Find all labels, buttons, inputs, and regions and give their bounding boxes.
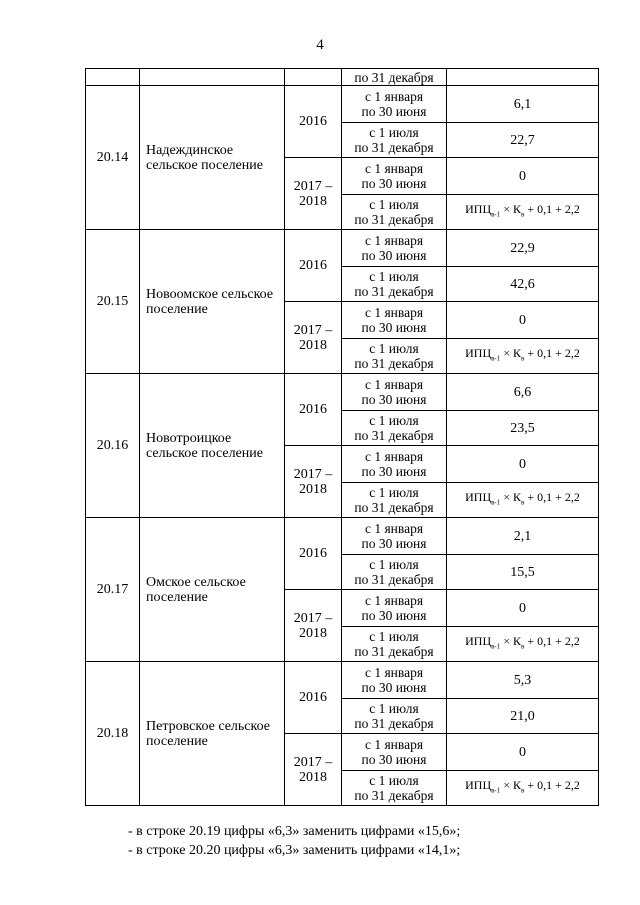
settlement-name: Новотроицкое сельское поселение bbox=[140, 374, 285, 518]
value-cell: 2,1 bbox=[447, 518, 599, 555]
period-cell: с 1 июля по 31 декабря bbox=[342, 339, 447, 374]
year-cell: 2017 – 2018 bbox=[285, 158, 342, 230]
tariff-table-body bbox=[86, 69, 599, 806]
period-cell: с 1 июля по 31 декабря bbox=[342, 411, 447, 446]
formula-cell: $ИПЦ_{в-1} \times К_в + 0,1 + 2,2$ bbox=[447, 483, 599, 518]
period-cell: с 1 июля по 31 декабря bbox=[342, 771, 447, 806]
year-cell: 2016 bbox=[285, 518, 342, 590]
value-cell: 0 bbox=[447, 158, 599, 195]
year-cell: 2016 bbox=[285, 86, 342, 158]
value-cell: 6,6 bbox=[447, 374, 599, 411]
value-cell: 5,3 bbox=[447, 662, 599, 699]
value-cell: 0 bbox=[447, 446, 599, 483]
row-number: 20.14 bbox=[86, 86, 140, 230]
table-row bbox=[86, 662, 599, 699]
empty-cell bbox=[285, 69, 342, 86]
period-cell: с 1 января по 30 июня bbox=[342, 302, 447, 339]
settlement-name: Петровское сельское поселение bbox=[140, 662, 285, 806]
period-cell: с 1 января по 30 июня bbox=[342, 662, 447, 699]
table-row bbox=[86, 86, 599, 123]
period-cell: с 1 января по 30 июня bbox=[342, 158, 447, 195]
period-cell: с 1 января по 30 июня bbox=[342, 230, 447, 267]
period-cell: с 1 января по 30 июня bbox=[342, 518, 447, 555]
table-row bbox=[86, 518, 599, 555]
period-cell: с 1 июля по 31 декабря bbox=[342, 267, 447, 302]
value-cell: 15,5 bbox=[447, 555, 599, 590]
value-cell: 0 bbox=[447, 302, 599, 339]
period-cell: с 1 января по 30 июня bbox=[342, 734, 447, 771]
year-cell: 2017 – 2018 bbox=[285, 446, 342, 518]
period-cell: с 1 января по 30 июня bbox=[342, 446, 447, 483]
settlement-name: Надеждинское сельское поселение bbox=[140, 86, 285, 230]
year-cell: 2016 bbox=[285, 230, 342, 302]
formula-cell: $ИПЦ_{в-1} \times К_в + 0,1 + 2,2$ bbox=[447, 771, 599, 806]
year-cell: 2016 bbox=[285, 374, 342, 446]
amendment-notes bbox=[128, 822, 460, 860]
settlement-name: Омское сельское поселение bbox=[140, 518, 285, 662]
empty-cell bbox=[447, 69, 599, 86]
empty-cell bbox=[86, 69, 140, 86]
row-number: 20.18 bbox=[86, 662, 140, 806]
year-cell: 2017 – 2018 bbox=[285, 590, 342, 662]
row-number: 20.15 bbox=[86, 230, 140, 374]
formula-cell: $ИПЦ_{в-1} \times К_в + 0,1 + 2,2$ bbox=[447, 195, 599, 230]
value-cell: 23,5 bbox=[447, 411, 599, 446]
period-cell: с 1 января по 30 июня bbox=[342, 374, 447, 411]
empty-cell bbox=[140, 69, 285, 86]
value-cell: 22,7 bbox=[447, 123, 599, 158]
period-cell: с 1 января по 30 июня bbox=[342, 86, 447, 123]
settlement-name: Новоомское сельское поселение bbox=[140, 230, 285, 374]
period-cell: с 1 июля по 31 декабря bbox=[342, 123, 447, 158]
period-cell: по 31 декабря bbox=[342, 69, 447, 86]
period-cell: с 1 июля по 31 декабря bbox=[342, 483, 447, 518]
value-cell: 6,1 bbox=[447, 86, 599, 123]
formula-cell: $ИПЦ_{в-1} \times К_в + 0,1 + 2,2$ bbox=[447, 627, 599, 662]
value-cell: 0 bbox=[447, 734, 599, 771]
value-cell: 21,0 bbox=[447, 699, 599, 734]
row-number: 20.16 bbox=[86, 374, 140, 518]
table-row bbox=[86, 374, 599, 411]
table-row-continuation bbox=[86, 69, 599, 86]
value-cell: 22,9 bbox=[447, 230, 599, 267]
note-line: - в строке 20.19 цифры «6,3» заменить цифрами «15,6»; bbox=[128, 824, 461, 839]
period-cell: с 1 января по 30 июня bbox=[342, 590, 447, 627]
period-cell: с 1 июля по 31 декабря bbox=[342, 555, 447, 590]
note-line: - в строке 20.20 цифры «6,3» заменить цифрами «14,1»; bbox=[128, 843, 461, 858]
value-cell: 0 bbox=[447, 590, 599, 627]
row-number: 20.17 bbox=[86, 518, 140, 662]
formula-cell: $ИПЦ_{в-1} \times К_в + 0,1 + 2,2$ bbox=[447, 339, 599, 374]
period-cell: с 1 июля по 31 декабря bbox=[342, 627, 447, 662]
year-cell: 2016 bbox=[285, 662, 342, 734]
table-row bbox=[86, 230, 599, 267]
period-cell: с 1 июля по 31 декабря bbox=[342, 195, 447, 230]
year-cell: 2017 – 2018 bbox=[285, 734, 342, 806]
tariff-table bbox=[85, 68, 599, 806]
year-cell: 2017 – 2018 bbox=[285, 302, 342, 374]
period-cell: с 1 июля по 31 декабря bbox=[342, 699, 447, 734]
page-number: 4 bbox=[316, 37, 324, 53]
value-cell: 42,6 bbox=[447, 267, 599, 302]
